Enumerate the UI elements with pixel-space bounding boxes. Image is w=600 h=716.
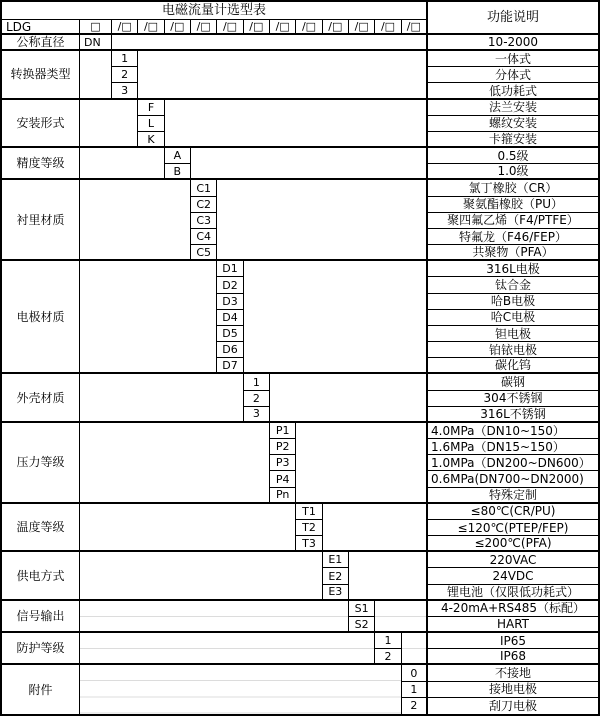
model-digit-box: /□ [323, 20, 349, 35]
category-label-electrode-material: 电极材质 [2, 261, 80, 374]
value-cell-converter-type: 一体式 [428, 51, 598, 67]
spacer-cell [138, 51, 428, 100]
value-cell-lining-material: 特氟龙（F46/FEP） [428, 229, 598, 245]
code-cell-power-supply: E2 [323, 568, 349, 584]
value-cell-pressure-grade: 特殊定制 [428, 488, 598, 504]
spacer-cell [296, 423, 428, 504]
code-cell-lining-material: C3 [191, 213, 217, 229]
value-cell-temperature-grade: ≤120℃(PTEP/FEP) [428, 520, 598, 536]
code-cell-install-form: L [138, 116, 164, 132]
value-cell-electrode-material: 铂铱电极 [428, 342, 598, 358]
value-cell-electrode-material: 碳化钨 [428, 358, 598, 374]
value-cell-signal-output: 4-20mA+RS485（标配） [428, 601, 598, 617]
code-cell-lining-material: C1 [191, 180, 217, 196]
value-cell-lining-material: 共聚物（PFA） [428, 245, 598, 261]
model-digit-box: /□ [375, 20, 401, 35]
spacer-cell [217, 180, 428, 261]
value-cell-accessories: 接地电极 [428, 682, 598, 698]
code-cell-protection-grade: 2 [375, 649, 401, 665]
spacer-cell [80, 552, 323, 601]
code-cell-temperature-grade: T1 [296, 504, 322, 520]
code-cell-accuracy-grade: A [165, 148, 191, 164]
code-cell-power-supply: E3 [323, 585, 349, 601]
value-cell-install-form: 螺纹安装 [428, 116, 598, 132]
function-column-header: 功能说明 [428, 2, 598, 35]
model-digit-box: /□ [217, 20, 243, 35]
code-cell-install-form: K [138, 132, 164, 148]
value-cell-housing-material: 304不锈钢 [428, 391, 598, 407]
value-cell-protection-grade: IP68 [428, 649, 598, 665]
code-cell-accessories: 1 [402, 682, 428, 698]
category-label-power-supply: 供电方式 [2, 552, 80, 601]
code-cell-converter-type: 1 [112, 51, 138, 67]
category-label-temperature-grade: 温度等级 [2, 504, 80, 553]
code-cell-electrode-material: D6 [217, 342, 243, 358]
model-digit-box: /□ [270, 20, 296, 35]
value-cell-accuracy-grade: 0.5级 [428, 148, 598, 164]
value-cell-power-supply: 锂电池（仅限低功耗式） [428, 585, 598, 601]
code-cell-lining-material: C5 [191, 245, 217, 261]
code-cell-housing-material: 3 [244, 407, 270, 423]
spacer-cell [80, 261, 217, 374]
value-cell-pressure-grade: 1.0MPa（DN200~DN600） [428, 455, 598, 471]
category-label-converter-type: 转换器类型 [2, 51, 80, 100]
value-cell-electrode-material: 钛合金 [428, 277, 598, 293]
value-cell-accuracy-grade: 1.0级 [428, 164, 598, 180]
value-cell-lining-material: 氯丁橡胶（CR） [428, 180, 598, 196]
category-label-housing-material: 外壳材质 [2, 374, 80, 423]
model-digit-box: /□ [191, 20, 217, 35]
category-label-lining-material: 衬里材质 [2, 180, 80, 261]
code-cell-accessories: 2 [402, 698, 428, 714]
code-cell-signal-output: S2 [349, 617, 375, 633]
model-digit-box: /□ [296, 20, 322, 35]
spacer-cell [112, 35, 428, 51]
model-digit-box: □ [80, 20, 112, 35]
spacer-cell [165, 100, 428, 149]
model-digit-box: /□ [244, 20, 270, 35]
model-digit-box: /□ [112, 20, 138, 35]
code-cell-lining-material: C2 [191, 197, 217, 213]
spacer-cell [349, 552, 428, 601]
value-cell-temperature-grade: ≤80℃(CR/PU) [428, 504, 598, 520]
spacer-cell [270, 374, 428, 423]
spacer-cell [80, 504, 296, 553]
code-cell-electrode-material: D7 [217, 358, 243, 374]
category-label-signal-output: 信号输出 [2, 601, 80, 633]
spacer-cell [80, 148, 165, 180]
spacer-cell [80, 601, 349, 633]
code-cell-pressure-grade: P2 [270, 439, 296, 455]
code-cell-lining-material: C4 [191, 229, 217, 245]
code-cell-pressure-grade: Pn [270, 488, 296, 504]
code-cell-electrode-material: D2 [217, 277, 243, 293]
category-label-dn: 公称直径 [2, 35, 80, 51]
spacer-cell [80, 51, 112, 100]
value-cell-temperature-grade: ≤200℃(PFA) [428, 536, 598, 552]
model-digit-box: /□ [165, 20, 191, 35]
code-cell-converter-type: 3 [112, 83, 138, 99]
spacer-cell [375, 601, 428, 633]
spacer-cell [80, 100, 138, 149]
spacer-cell [191, 148, 428, 180]
value-cell-power-supply: 24VDC [428, 568, 598, 584]
code-cell-converter-type: 2 [112, 67, 138, 83]
code-cell-electrode-material: D5 [217, 326, 243, 342]
table-title: 电磁流量计选型表 [2, 2, 428, 20]
value-cell-electrode-material: 哈C电极 [428, 310, 598, 326]
value-cell-pressure-grade: 0.6MPa(DN700~DN2000) [428, 471, 598, 487]
spacer-cell [80, 665, 402, 714]
model-prefix: LDG [2, 20, 80, 35]
value-cell-accessories: 刮刀电极 [488, 698, 537, 713]
code-cell-accuracy-grade: B [165, 164, 191, 180]
value-cell-electrode-material: 316L电极 [428, 261, 598, 277]
category-label-protection-grade: 防护等级 [2, 633, 80, 665]
code-cell-accessories: 0 [402, 665, 428, 681]
code-cell-electrode-material: D3 [217, 294, 243, 310]
code-cell-pressure-grade: P4 [270, 471, 296, 487]
model-digit-box: /□ [138, 20, 164, 35]
code-cell-temperature-grade: T3 [296, 536, 322, 552]
value-cell-accessories: 不接地 [428, 665, 598, 681]
code-cell-protection-grade: 1 [375, 633, 401, 649]
category-label-pressure-grade: 压力等级 [2, 423, 80, 504]
value-cell-lining-material: 聚四氟乙烯（F4/PTFE） [428, 213, 598, 229]
code-cell-install-form: F [138, 100, 164, 116]
value-cell-electrode-material: 哈B电极 [428, 294, 598, 310]
value-cell-install-form: 法兰安装 [428, 100, 598, 116]
code-cell-electrode-material: D1 [217, 261, 243, 277]
category-label-accessories: 附件 [2, 665, 80, 714]
value-cell-electrode-material: 钽电极 [428, 326, 598, 342]
model-digit-box: /□ [349, 20, 375, 35]
spacer-cell [244, 261, 428, 374]
value-cell-power-supply: 220VAC [428, 552, 598, 568]
value-cell-signal-output: HART [428, 617, 598, 633]
code-cell-signal-output: S1 [349, 601, 375, 617]
code-cell-temperature-grade: T2 [296, 520, 322, 536]
category-label-install-form: 安装形式 [2, 100, 80, 149]
value-cell-install-form: 卡箍安装 [428, 132, 598, 148]
spacer-cell [80, 374, 244, 423]
value-cell-pressure-grade: 4.0MPa（DN10~150） [428, 423, 598, 439]
value-cell-lining-material: 聚氨酯橡胶（PU） [428, 197, 598, 213]
spacer-cell [323, 504, 428, 553]
value-cell-converter-type: 分体式 [428, 67, 598, 83]
spacer-cell [402, 633, 428, 665]
category-label-accuracy-grade: 精度等级 [2, 148, 80, 180]
value-cell-converter-type: 低功耗式 [428, 83, 598, 99]
spacer-cell [80, 633, 375, 665]
spacer-cell [80, 423, 270, 504]
code-cell-dn: DN [80, 35, 112, 51]
spacer-cell [80, 180, 191, 261]
value-cell-protection-grade: IP65 [428, 633, 598, 649]
code-cell-pressure-grade: P1 [270, 423, 296, 439]
model-digit-box: /□ [402, 20, 428, 35]
code-cell-housing-material: 1 [244, 374, 270, 390]
code-cell-power-supply: E1 [323, 552, 349, 568]
value-cell-dn: 10-2000 [428, 35, 598, 51]
code-cell-pressure-grade: P3 [270, 455, 296, 471]
value-cell-housing-material: 碳钢 [428, 374, 598, 390]
value-cell-pressure-grade: 1.6MPa（DN15~150） [428, 439, 598, 455]
code-cell-electrode-material: D4 [217, 310, 243, 326]
value-cell-housing-material: 316L不锈钢 [428, 407, 598, 423]
code-cell-housing-material: 2 [244, 391, 270, 407]
